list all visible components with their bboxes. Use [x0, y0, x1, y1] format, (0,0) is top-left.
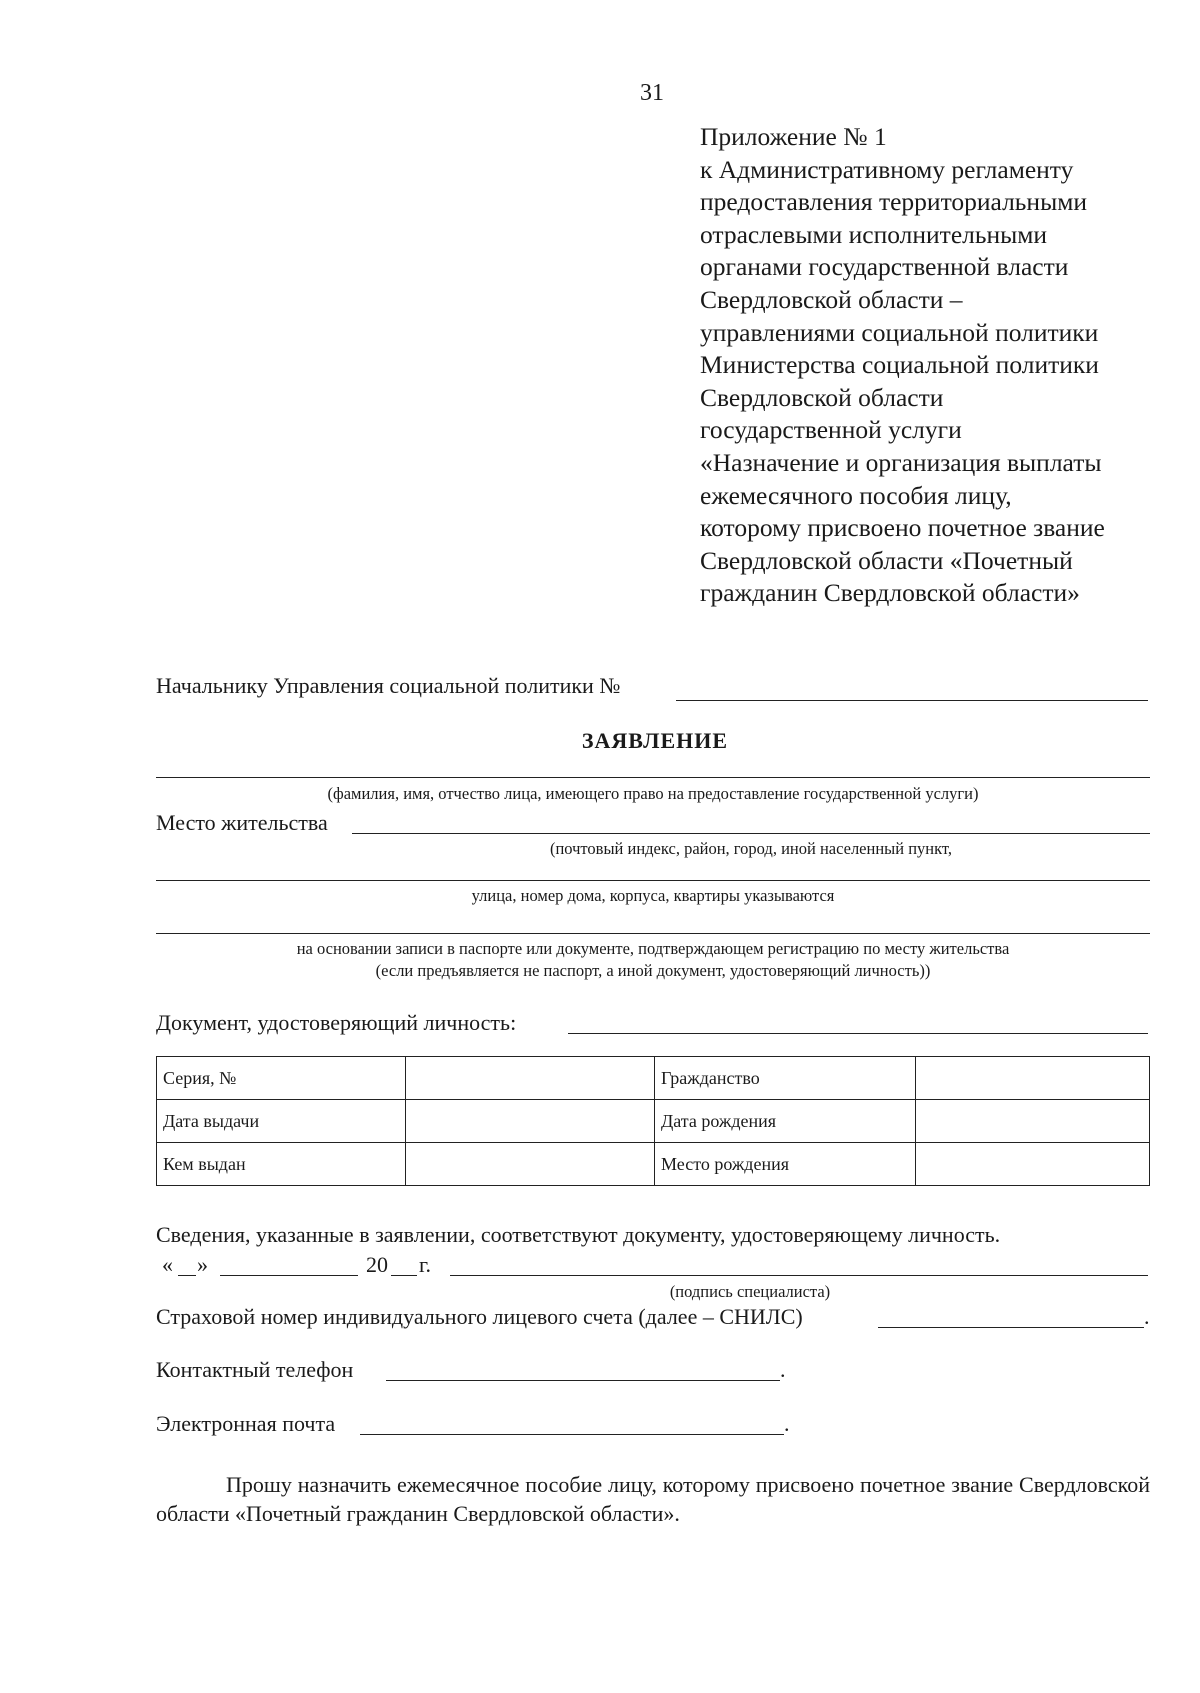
request-text: Прошу назначить ежемесячное пособие лицу, которому присвоено почетное звание Свердловской области «Почетный гражданин Свердловской области». — [156, 1472, 1150, 1526]
appendix-line: гражданин Свердловской области» — [700, 578, 1080, 608]
addressee-label: Начальнику Управления социальной политики № — [156, 673, 621, 698]
identity-doc-label: Документ, удостоверяющий личность: — [156, 1010, 517, 1035]
appendix-line: Свердловской области — [700, 382, 944, 412]
appendix-line: отраслевыми исполнительными — [700, 219, 1048, 249]
issue-date-label: Дата выдачи — [157, 1100, 406, 1143]
identity-doc-field[interactable] — [568, 1033, 1148, 1034]
page-number: 31 — [640, 80, 664, 106]
email-period: . — [784, 1411, 790, 1436]
birth-place-label: Место рождения — [655, 1143, 916, 1186]
date-day-field[interactable] — [178, 1275, 196, 1276]
date-year-prefix: 20 — [366, 1252, 388, 1277]
series-number-label: Серия, № — [157, 1057, 406, 1100]
snils-label: Страховой номер индивидуального лицевого счета (далее – СНИЛС) — [156, 1304, 803, 1329]
residence-field-3[interactable] — [156, 933, 1150, 934]
residence-caption-2: улица, номер дома, корпуса, квартиры указываются — [471, 886, 835, 905]
residence-caption-3: на основании записи в паспорте или документе, подтверждающем регистрацию по месту жительства — [296, 939, 1010, 958]
snils-field[interactable] — [878, 1327, 1144, 1328]
birth-date-label: Дата рождения — [655, 1100, 916, 1143]
appendix-line: Свердловской области – — [700, 284, 963, 314]
appendix-line: ежемесячного пособия лицу, — [700, 480, 1012, 510]
phone-field[interactable] — [386, 1380, 780, 1381]
date-quote-close: » — [197, 1252, 208, 1277]
signature-caption: (подпись специалиста) — [669, 1282, 831, 1301]
table-row — [157, 1057, 1150, 1100]
date-year-field[interactable] — [391, 1275, 417, 1276]
date-quote-open: « — [162, 1252, 173, 1277]
table-row — [157, 1143, 1150, 1186]
series-number-value[interactable] — [406, 1057, 655, 1100]
date-month-field[interactable] — [220, 1275, 358, 1276]
snils-period: . — [1144, 1304, 1150, 1329]
appendix-line: Министерства социальной политики — [700, 350, 1099, 380]
email-field[interactable] — [360, 1434, 784, 1435]
table-row — [157, 1100, 1150, 1143]
applicant-name-caption: (фамилия, имя, отчество лица, имеющего право на предоставление государственной услуги) — [327, 784, 979, 803]
appendix-line: Приложение № 1 — [700, 122, 887, 151]
document-title: ЗАЯВЛЕНИЕ — [581, 728, 729, 753]
appendix-line: «Назначение и организация выплаты — [700, 447, 1102, 477]
appendix-line: органами государственной власти — [700, 252, 1069, 282]
applicant-name-field[interactable] — [156, 777, 1150, 778]
issue-date-value[interactable] — [406, 1100, 655, 1143]
appendix-line: к Административному регламенту — [700, 154, 1074, 184]
residence-caption-4: (если предъявляется не паспорт, а иной документ, удостоверяющий личность)) — [375, 961, 931, 980]
citizenship-value[interactable] — [916, 1057, 1150, 1100]
issued-by-label: Кем выдан — [157, 1143, 406, 1186]
residence-field-2[interactable] — [156, 880, 1150, 881]
request-paragraph — [156, 1470, 1150, 1528]
email-label: Электронная почта — [156, 1411, 336, 1436]
residence-field-1[interactable] — [352, 833, 1150, 834]
appendix-line: Свердловской области «Почетный — [700, 545, 1073, 575]
citizenship-label: Гражданство — [655, 1057, 916, 1100]
appendix-header — [700, 121, 1105, 610]
specialist-signature-field[interactable] — [450, 1275, 1148, 1276]
identity-table — [156, 1056, 1150, 1186]
birth-date-value[interactable] — [916, 1100, 1150, 1143]
addressee-field[interactable] — [676, 700, 1148, 701]
phone-period: . — [780, 1357, 786, 1382]
verification-statement: Сведения, указанные в заявлении, соответствуют документу, удостоверяющему личность. — [156, 1222, 1001, 1247]
appendix-line: которому присвоено почетное звание — [700, 513, 1105, 543]
residence-label: Место жительства — [156, 810, 328, 835]
date-year-suffix: г. — [419, 1252, 432, 1277]
phone-label: Контактный телефон — [156, 1357, 354, 1382]
birth-place-value[interactable] — [916, 1143, 1150, 1186]
appendix-line: предоставления территориальными — [700, 187, 1087, 217]
issued-by-value[interactable] — [406, 1143, 655, 1186]
appendix-line: государственной услуги — [700, 415, 962, 445]
residence-caption-1: (почтовый индекс, район, город, иной населенный пункт, — [549, 839, 953, 858]
appendix-line: управлениями социальной политики — [700, 317, 1099, 347]
